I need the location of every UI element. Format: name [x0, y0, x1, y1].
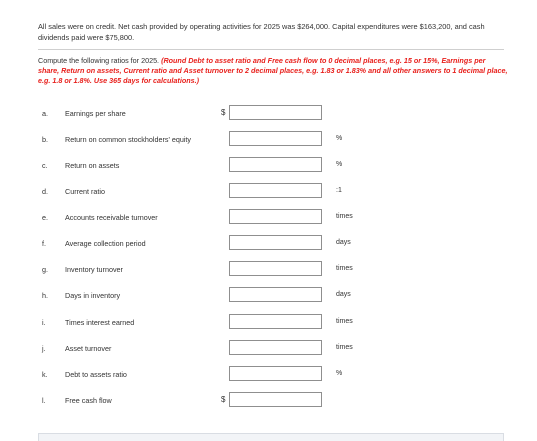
row-label: Return on common stockholders' equity [65, 135, 192, 144]
unit-label: % [336, 161, 343, 168]
divider [38, 49, 504, 50]
answer-input-l[interactable] [229, 392, 322, 407]
row-letter: a. [42, 109, 48, 118]
row-label: Days in inventory [65, 291, 121, 300]
row-letter: f. [42, 239, 46, 248]
unit-label: times [336, 344, 353, 351]
row-letter: i. [42, 318, 46, 327]
ratio-row-debt-to-assets [38, 366, 508, 383]
ratio-row-collection-period [38, 235, 508, 252]
instructions [38, 56, 508, 87]
row-label: Return on assets [65, 161, 120, 170]
ratio-row-current-ratio [38, 183, 508, 200]
answer-input-c[interactable] [229, 157, 322, 172]
row-label: Debt to assets ratio [65, 370, 127, 379]
row-label: Inventory turnover [65, 265, 123, 274]
row-label: Asset turnover [65, 344, 112, 353]
row-letter: d. [42, 187, 48, 196]
row-label: Accounts receivable turnover [65, 213, 158, 222]
ratio-row-earnings-per-share [38, 105, 508, 122]
answer-input-f[interactable] [229, 235, 322, 250]
answer-input-e[interactable] [229, 209, 322, 224]
unit-label: % [336, 135, 343, 142]
unit-label: :1 [336, 187, 342, 194]
ratio-row-times-interest-earned [38, 314, 508, 331]
unit-label: times [336, 318, 353, 325]
ratio-row-receivables-turnover [38, 209, 508, 226]
next-section-panel [38, 433, 504, 441]
unit-label: % [336, 370, 343, 377]
answer-input-h[interactable] [229, 287, 322, 302]
unit-label: days [336, 291, 351, 298]
answer-input-k[interactable] [229, 366, 322, 381]
rounding-instructions: (Round Debt to asset ratio and Free cash flow to 0 decimal places, e.g. 15 or 15%, Earnings per share, Return on assets, Current ratio and Asset turnover to 2 decimal places, e.g. 1.83 or 1.83% and all other answers to 1 decimal place, e.g. 1.8 or 1.8%. Use 365 days for calculations.) [38, 56, 508, 86]
unit-label: times [336, 265, 353, 272]
ratio-row-inventory-turnover [38, 261, 508, 278]
ratio-row-days-in-inventory [38, 287, 508, 304]
row-letter: c. [42, 161, 48, 170]
dollar-prefix: $ [221, 108, 226, 117]
answer-input-a[interactable] [229, 105, 322, 120]
row-label: Free cash flow [65, 396, 112, 405]
answer-input-b[interactable] [229, 131, 322, 146]
row-label: Current ratio [65, 187, 105, 196]
row-label: Average collection period [65, 239, 146, 248]
ratio-row-free-cash-flow [38, 392, 508, 409]
problem-intro: All sales were on credit. Net cash provided by operating activities for 2025 was $264,000. Capital expenditures were $163,200, and cash dividends paid were $75,800. [38, 22, 485, 42]
answer-input-d[interactable] [229, 183, 322, 198]
dollar-prefix: $ [221, 395, 226, 404]
row-letter: e. [42, 213, 48, 222]
ratio-row-return-on-assets [38, 157, 508, 174]
ratio-row-asset-turnover [38, 340, 508, 357]
unit-label: times [336, 213, 353, 220]
answer-input-j[interactable] [229, 340, 322, 355]
row-letter: k. [42, 370, 48, 379]
row-letter: g. [42, 265, 48, 274]
instructions-lead: Compute the following ratios for 2025. [38, 56, 162, 65]
answer-input-i[interactable] [229, 314, 322, 329]
row-label: Earnings per share [65, 109, 126, 118]
row-letter: b. [42, 135, 48, 144]
unit-label: days [336, 239, 351, 246]
ratio-row-return-on-equity [38, 131, 508, 148]
row-letter: l. [42, 396, 46, 405]
row-letter: h. [42, 291, 48, 300]
row-label: Times interest earned [65, 318, 135, 327]
row-letter: j. [42, 344, 46, 353]
answer-input-g[interactable] [229, 261, 322, 276]
